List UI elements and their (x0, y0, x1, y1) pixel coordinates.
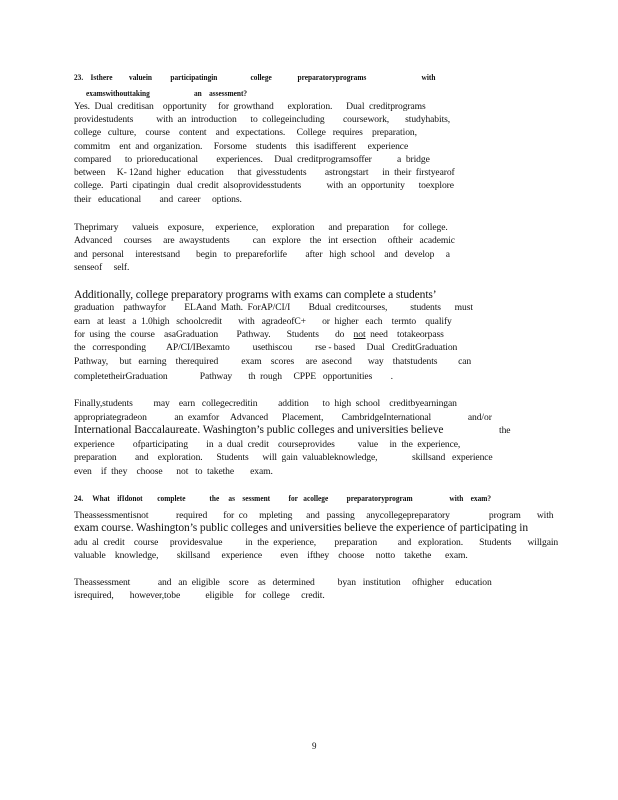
q23-p3-line-start: for using the course asaGraduation Pathway. Students do (74, 329, 354, 340)
q23-p4-big-text: International Baccalaureate. Washington’s public colleges and universities believe (74, 424, 444, 436)
q23-p4-line: Finally,students may earn collegecreditin addition to high school creditbyearningan (74, 398, 457, 409)
q23-p1-line: providestudents with an introduction to collegeincluding coursework, studyhabits, (74, 114, 451, 125)
q23-heading-line1: 23. Isthere valuein participatingin college preparatoryprograms with (74, 73, 436, 82)
q23-p2-line: Theprimary valueis exposure, experience, exploration and preparation for college. (74, 222, 448, 233)
q23-p1-line: commitm ent and organization. Forsome students this isadifferent experience (74, 141, 409, 152)
q24-line: Theassessmentisnot required for co mpleting and passing anycollegepreparatory program with (74, 510, 554, 521)
q23-p2-line: and personal interestsand begin to prepareforlife after high school and develop a (74, 249, 450, 260)
q23-p2-line: Advanced courses are awaystudents can explore the int ersection oftheir academic (74, 235, 455, 246)
q23-p3-line: graduation pathwayfor ELAand Math. ForAP/CI/I Bdual creditcourses, students must (74, 302, 473, 313)
q23-p4-big-tail: the (499, 425, 511, 436)
q23-p3-line: completetheirGraduation Pathway th rough CPPE opportunities . (74, 371, 393, 382)
q23-p1-line: college culture, course content and expectations. College requires preparation, (74, 127, 417, 138)
q23-p4-line: appropriategradeon an examfor Advanced Placement, CambridgeInternational and/or (74, 412, 492, 423)
q23-p3-line: earn at least a 1.0high schoolcredit with agradeofC+ or higher each termto qualify (74, 316, 452, 327)
q23-p3-line: the corresponding AP/CI/IBexamto usethiscou rse - based Dual CreditGraduation (74, 342, 458, 353)
q23-p1-line: between K- 12and higher education that givesstudents astrongstart in their firstyearof (74, 167, 455, 178)
q23-p3-line (74, 329, 444, 340)
q24-p2-line: Theassessment and an eligible score as determined byan institution ofhigher education (74, 577, 492, 588)
q23-p4-line: preparation and exploration. Students will gain valuableknowledge, skillsand experience (74, 452, 493, 463)
q23-p1-line: Yes. Dual creditisan opportunity for growthand exploration. Dual creditprograms (74, 101, 426, 112)
q24-line: valuable knowledge, skillsand experience even ifthey choose notto takethe exam. (74, 550, 468, 561)
not-underlined: not (353, 329, 366, 340)
page-number: 9 (312, 741, 317, 751)
q24-p2-line: isrequired, however,tobe eligible for college credit. (74, 590, 325, 601)
q23-p4-big-line (74, 424, 511, 436)
q23-p1-line: compared to prioreducational experiences. Dual creditprogramsoffer a bridge (74, 154, 430, 165)
q23-p1-line: their educational and career options. (74, 194, 242, 205)
q24-line: adu al credit course providesvalue in the experience, preparation and exploration. Students willgain (74, 537, 559, 548)
q24-heading: 24. What ifIdonot complete the as sessment for acollege preparatoryprogram with exam? (74, 494, 492, 503)
q23-p4-line: even if they choose not to takethe exam. (74, 466, 273, 477)
q23-p3-first-line: Additionally, college preparatory programs with exams can complete a students’ (74, 289, 437, 301)
q23-p4-line: experience ofparticipating in a dual credit courseprovides value in the experience, (74, 439, 461, 450)
q23-p3-line-end: need totakeorpass (365, 329, 444, 340)
q23-p3-line: Pathway, but earning therequired exam scores are asecond way thatstudents can (74, 356, 472, 367)
q23-p1-line: college. Parti cipatingin dual credit alsoprovidesstudents with an opportunity toexplore (74, 180, 454, 191)
q24-big-line: exam course. Washington’s public colleges and universities believe the experience of participating in (74, 522, 529, 534)
q23-heading-line2: examswithouttaking an assessment? (86, 89, 248, 98)
q23-p2-line: senseof self. (74, 262, 130, 273)
